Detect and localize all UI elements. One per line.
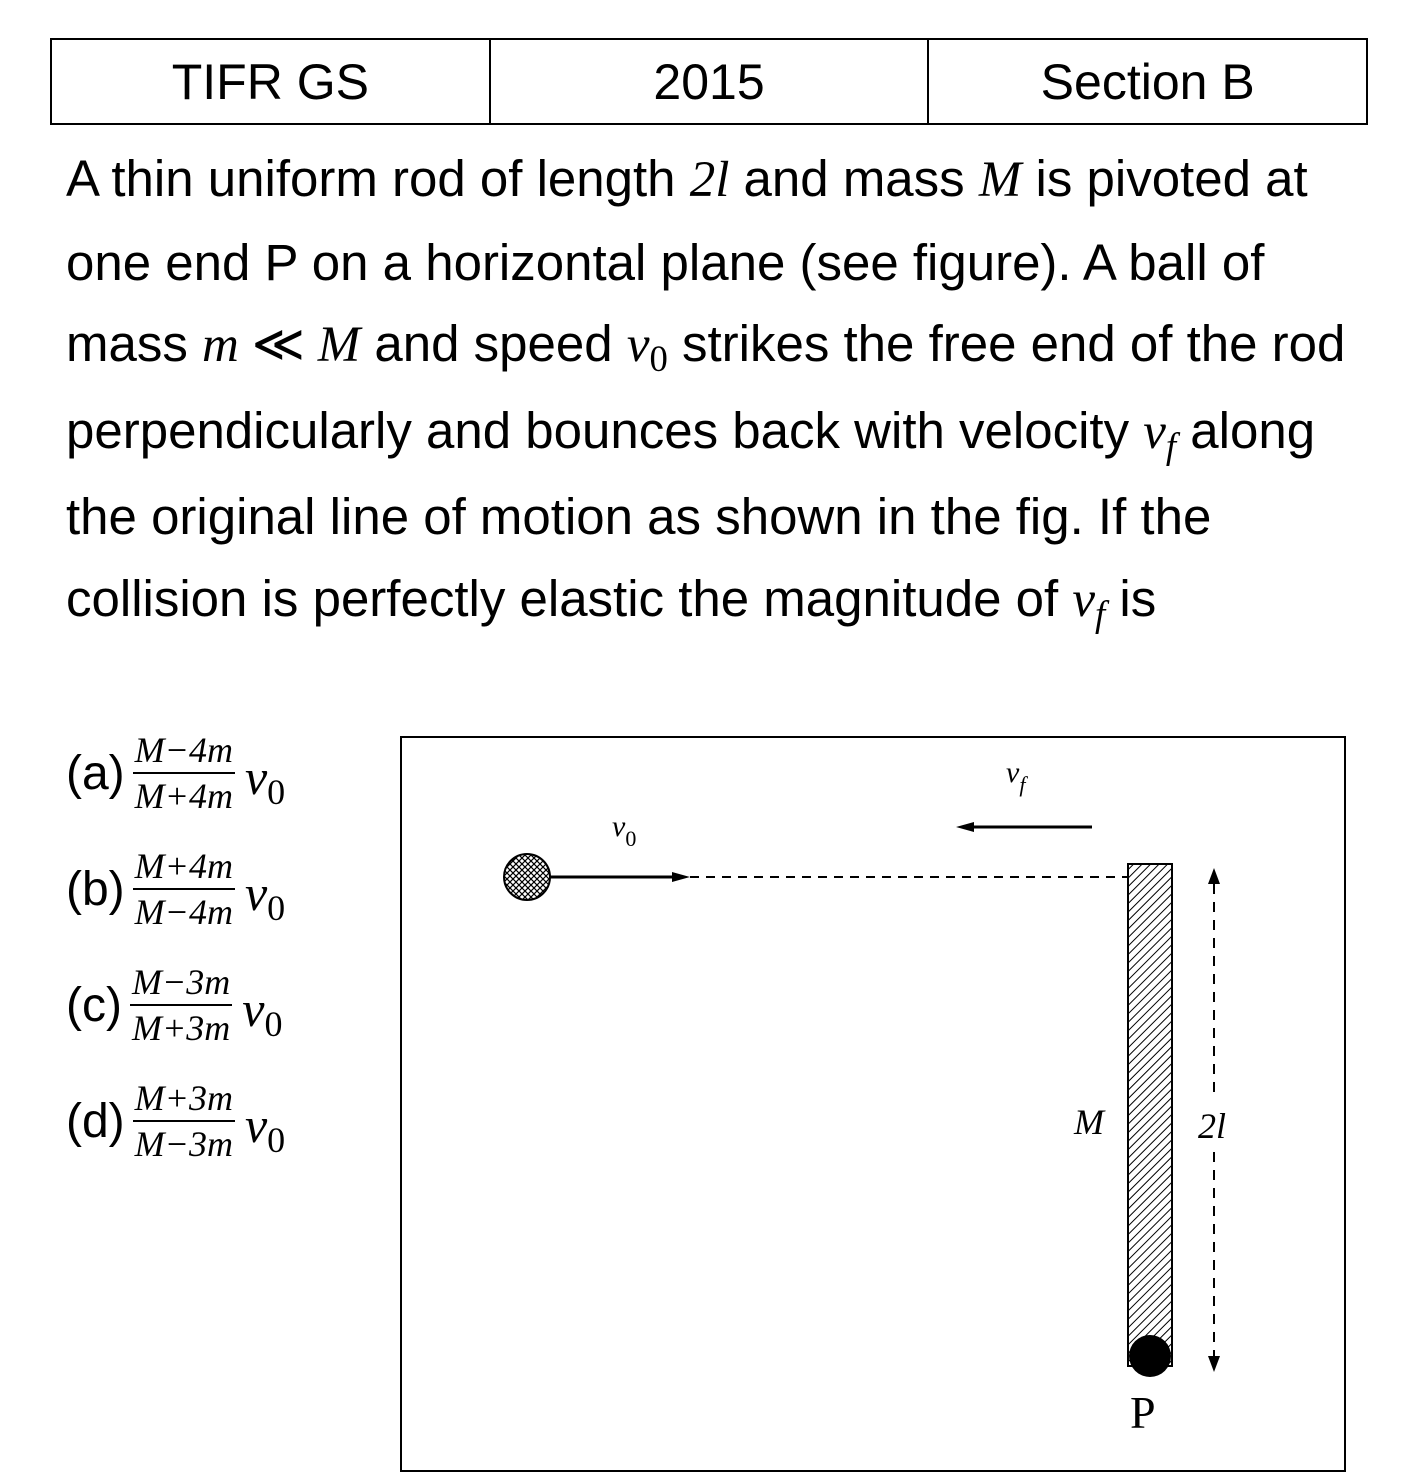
much-less-than-symbol: ≪ — [238, 317, 318, 373]
option-a[interactable] — [66, 718, 285, 828]
pivot-label: P — [1130, 1387, 1156, 1438]
option-label: (d) — [66, 1094, 125, 1148]
collision-figure — [400, 736, 1346, 1472]
pivot-point — [1129, 1335, 1171, 1377]
rod-length-label: 2l — [1198, 1106, 1227, 1146]
rod-mass-symbol: M — [317, 317, 361, 373]
question-text-part: and speed — [360, 315, 627, 372]
question-text-part: and mass — [729, 150, 979, 207]
question-text-part: A thin uniform rod of length — [66, 150, 690, 207]
v0-arrowhead — [672, 872, 690, 882]
header-section: Section B — [927, 40, 1366, 123]
vf-arrowhead — [956, 822, 974, 832]
header-year: 2015 — [489, 40, 928, 123]
rod-mass-label: M — [1074, 1102, 1104, 1142]
vf-label: $v_f$ — [1006, 756, 1026, 797]
rod-length-symbol: 2l — [689, 152, 730, 208]
option-c[interactable] — [66, 950, 282, 1060]
rod — [1128, 864, 1172, 1366]
initial-speed-symbol: $v_0$ — [244, 1097, 286, 1161]
ball — [504, 854, 550, 900]
final-velocity-symbol: $v_f$ — [1072, 571, 1106, 634]
question-text-part: along the original line of motion as shown in the fig. If the collision is perfectly elastic the magnitude of — [66, 401, 1316, 627]
question-text-part: is pivoted at one end P on a horizontal plane (see figure). A ball of mass — [66, 150, 1308, 372]
option-label: (b) — [66, 862, 125, 916]
ball-mass-symbol: m — [202, 317, 239, 373]
option-d[interactable] — [66, 1066, 285, 1176]
length-arrowhead-top — [1208, 868, 1220, 884]
v0-label: $v_0$ — [612, 810, 637, 851]
fraction-denominator: M−3m — [133, 1120, 235, 1166]
fraction-denominator: M+3m — [130, 1004, 232, 1050]
option-fraction — [133, 844, 235, 934]
fraction-denominator: M+4m — [133, 772, 235, 818]
final-velocity-symbol: $v_f$ — [1143, 403, 1177, 466]
question-text — [66, 138, 1356, 644]
question-text-part: is — [1105, 569, 1157, 627]
initial-speed-symbol: $v_0$ — [244, 865, 286, 929]
option-fraction — [133, 1076, 235, 1166]
option-label: (a) — [66, 746, 125, 800]
initial-speed-symbol: $v_0$ — [244, 749, 286, 813]
option-fraction — [130, 960, 232, 1050]
fraction-denominator: M−4m — [133, 888, 235, 934]
question-text-part: strikes the free end of the rod perpendicularly and bounces back with velocity — [66, 315, 1346, 459]
option-fraction — [133, 728, 235, 818]
fraction-numerator: M+3m — [134, 1078, 233, 1118]
option-label: (c) — [66, 978, 122, 1032]
initial-speed-symbol: $v_0$ — [242, 981, 283, 1045]
initial-speed-symbol: $v_0$ — [626, 317, 668, 380]
collision-diagram — [402, 738, 1344, 1470]
header-table — [50, 38, 1368, 125]
fraction-numerator: M−3m — [131, 962, 231, 1002]
header-exam: TIFR GS — [171, 53, 369, 110]
option-b[interactable] — [66, 834, 285, 944]
fraction-numerator: M+4m — [134, 846, 233, 886]
length-arrowhead-bottom — [1208, 1356, 1220, 1372]
rod-mass-symbol: M — [978, 152, 1022, 208]
fraction-numerator: M−4m — [134, 730, 233, 770]
